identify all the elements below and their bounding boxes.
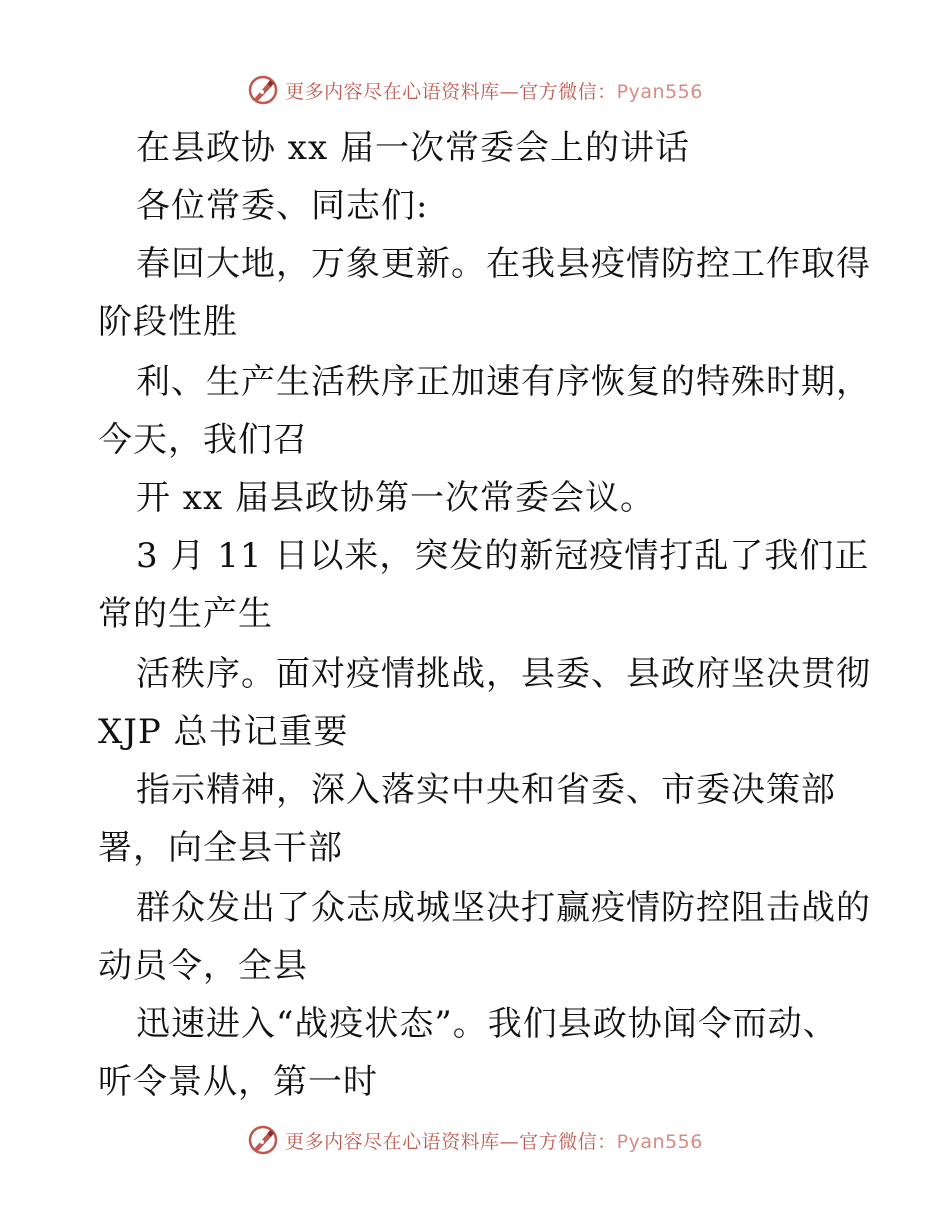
pen-circle-logo-icon xyxy=(247,74,279,106)
salutation: 各位常委、同志们: xyxy=(136,186,429,226)
paragraph-line: 迅速进入“战疫状态”。我们县政协闻令而动、 xyxy=(136,1004,838,1044)
header-banner xyxy=(0,70,950,110)
document-title: 在县政协 xx 届一次常委会上的讲话 xyxy=(136,128,690,168)
paragraph-line: 利、生产生活秩序正加速有序恢复的特殊时期， xyxy=(136,362,871,402)
wechat-id: Pyan556 xyxy=(616,1130,703,1153)
paragraph-line: 开 xx 届县政协第一次常委会议。 xyxy=(136,478,655,518)
banner-text: 更多内容尽在心语资料库—官方微信：Pyan556 xyxy=(285,80,703,103)
paragraph-line: 常的生产生 xyxy=(98,594,273,634)
paragraph-line: 活秩序。面对疫情挑战，县委、县政府坚决贯彻 xyxy=(136,654,871,694)
paragraph-line: 指示精神，深入落实中央和省委、市委决策部 xyxy=(136,770,836,810)
paragraph-line: 听令景从，第一时 xyxy=(98,1062,378,1102)
paragraph-line: 阶段性胜 xyxy=(98,302,238,342)
footer-banner xyxy=(0,1120,950,1160)
pen-circle-logo-icon xyxy=(247,1124,279,1156)
wechat-id: Pyan556 xyxy=(616,80,703,103)
paragraph-line: 动员令，全县 xyxy=(98,946,308,986)
paragraph-line: 署，向全县干部 xyxy=(98,828,343,868)
paragraph-line: 今天，我们召 xyxy=(98,420,308,460)
banner-text: 更多内容尽在心语资料库—官方微信：Pyan556 xyxy=(285,1130,703,1153)
paragraph-line: 春回大地，万象更新。在我县疫情防控工作取得 xyxy=(136,244,871,284)
paragraph-line: 群众发出了众志成城坚决打赢疫情防控阻击战的 xyxy=(136,888,871,928)
paragraph-line: 3 月 11 日以来，突发的新冠疫情打乱了我们正 xyxy=(136,536,870,576)
paragraph-line: XJP 总书记重要 xyxy=(98,712,349,752)
